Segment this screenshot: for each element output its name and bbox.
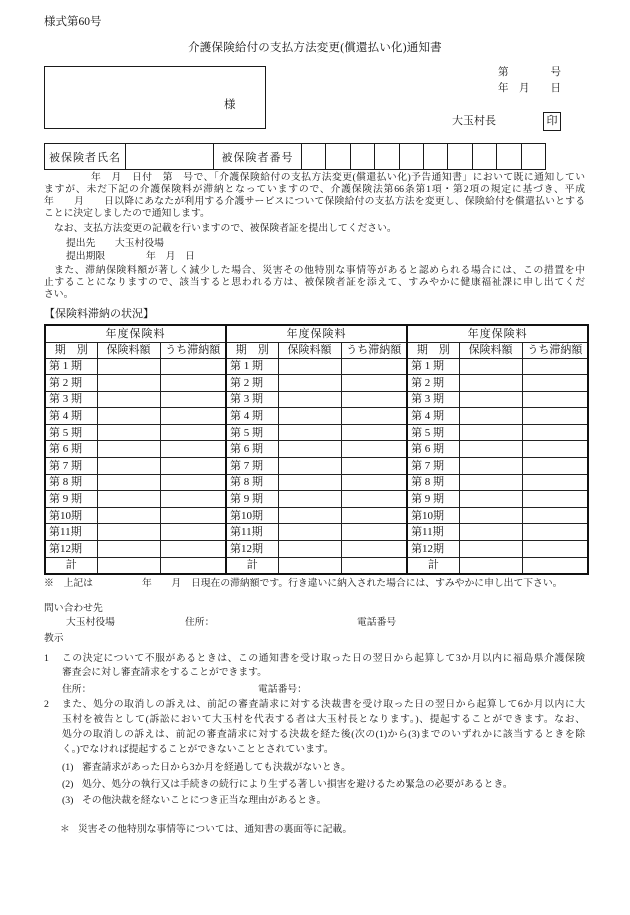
contact-phone-label: 電話番号	[357, 617, 397, 628]
document-title: 介護保険給付の支払方法変更(償還払い化)通知書	[188, 42, 442, 54]
fiscal-year-header-row	[45, 325, 588, 342]
issue-date: 年 月 日	[498, 83, 561, 94]
total-label: 計	[226, 557, 278, 574]
installment-period-label: 第 2 期	[226, 375, 278, 392]
premium-amount-cell	[278, 408, 341, 425]
installment-period-label: 第 9 期	[407, 491, 459, 508]
instruction-heading: 教示	[44, 633, 64, 644]
installment-row	[45, 424, 588, 441]
addressee-honorific: 様	[224, 99, 236, 111]
arrears-amount-cell	[522, 424, 588, 441]
installment-period-label: 第 8 期	[226, 474, 278, 491]
deadline-value: 年 月 日	[146, 251, 195, 262]
insured-number-digit	[447, 144, 471, 169]
arrears-amount-cell	[341, 391, 407, 408]
premium-amount-cell	[278, 524, 341, 541]
installment-row	[45, 375, 588, 392]
arrears-amount-cell	[341, 507, 407, 524]
installment-period-label: 第 1 期	[407, 358, 459, 375]
instruction-item-line: 審査会に対し審査請求をすることができます。	[62, 667, 267, 678]
installment-period-label: 第 4 期	[45, 408, 97, 425]
arrears-total-cell	[160, 557, 226, 574]
premium-amount-cell	[459, 358, 522, 375]
premium-amount-cell	[278, 541, 341, 558]
premium-amount-cell	[278, 391, 341, 408]
arrears-amount-cell	[341, 458, 407, 475]
installment-period-label: 第 6 期	[45, 441, 97, 458]
installment-period-label: 第10期	[407, 507, 459, 524]
suspension-paragraph-line: また、滞納保険料額が著しく減少した場合、災害その他特別な事情等があると認められる場合には、この措置を中	[54, 265, 585, 276]
fiscal-year-header: 年度保険料	[226, 325, 407, 342]
arrears-amount-cell	[160, 474, 226, 491]
premium-amount-cell	[278, 491, 341, 508]
suspension-paragraph-line: 止することになりますので、該当すると思われる方は、被保険者証を添えて、すみやかに健康福祉課に申し出てくだ	[44, 277, 585, 288]
form-number: 様式第60号	[44, 16, 102, 28]
total-label: 計	[45, 557, 97, 574]
period-column-header: 期 別	[407, 342, 459, 358]
premium-amount-cell	[459, 491, 522, 508]
exception-number: (1)	[62, 762, 74, 773]
premium-amount-cell	[459, 441, 522, 458]
exception-text: 処分、処分の執行又は手続きの続行により生ずる著しい損害を避けるため緊急の必要があるとき。	[82, 779, 513, 790]
arrears-amount-cell	[522, 524, 588, 541]
arrears-amount-cell	[160, 507, 226, 524]
installment-row	[45, 358, 588, 375]
notice-paragraph-line: 年 月 日付 第 号で、「介護保険給付の支払方法変更(償還払い化)予告通知書」において既に通知してい	[91, 172, 585, 183]
installment-period-label: 第11期	[45, 524, 97, 541]
notice-paragraph-line: ことに決定しましたので通知します。	[44, 208, 210, 219]
exception-number: (3)	[62, 795, 74, 806]
arrears-amount-cell	[160, 358, 226, 375]
premium-amount-cell	[278, 474, 341, 491]
installment-period-label: 第 7 期	[226, 458, 278, 475]
installment-period-label: 第12期	[407, 541, 459, 558]
arrears-amount-cell	[522, 391, 588, 408]
installment-period-label: 第 5 期	[407, 424, 459, 441]
arrears-amount-cell	[341, 375, 407, 392]
premium-amount-cell	[278, 458, 341, 475]
insured-info-row	[44, 143, 546, 170]
premium-total-cell	[97, 557, 160, 574]
installment-period-label: 第 3 期	[226, 391, 278, 408]
submit-to-value: 大玉村役場	[115, 238, 164, 249]
insured-number-digit	[399, 144, 423, 169]
installment-row	[45, 458, 588, 475]
insured-number-digit	[472, 144, 496, 169]
instruction-item-line: この決定について不服があるときは、この通知書を受け取った日の翌日から起算して3か月以内に福島県介護保険	[62, 653, 585, 664]
installment-period-label: 第 2 期	[45, 375, 97, 392]
premium-amount-cell	[459, 408, 522, 425]
arrears-amount-cell	[522, 474, 588, 491]
installment-row	[45, 491, 588, 508]
arrears-column-header: うち滞納額	[341, 342, 407, 358]
arrears-column-header: うち滞納額	[522, 342, 588, 358]
arrears-amount-cell	[160, 424, 226, 441]
premium-total-cell	[459, 557, 522, 574]
premium-amount-cell	[459, 541, 522, 558]
premium-amount-cell	[97, 358, 160, 375]
premium-amount-cell	[97, 458, 160, 475]
installment-period-label: 第12期	[45, 541, 97, 558]
premium-column-header: 保険料額	[278, 342, 341, 358]
insured-number-digit	[350, 144, 374, 169]
arrears-amount-cell	[160, 524, 226, 541]
premium-amount-cell	[97, 524, 160, 541]
insured-number-digit	[521, 144, 545, 169]
premium-amount-cell	[97, 491, 160, 508]
footnote-mark: ＊	[60, 824, 70, 835]
installment-period-label: 第 8 期	[45, 474, 97, 491]
installment-period-label: 第 1 期	[45, 358, 97, 375]
arrears-amount-cell	[341, 441, 407, 458]
arrears-amount-cell	[160, 491, 226, 508]
exception-text: 審査請求があった日から3か月を経過しても決裁がないとき。	[82, 762, 351, 773]
premium-amount-cell	[459, 375, 522, 392]
premium-amount-cell	[97, 424, 160, 441]
arrears-note: ※ 上記は 年 月 日現在の滞納額です。行き違いに納入された場合には、すみやかに申し出て下さい。	[44, 578, 563, 589]
arrears-amount-cell	[341, 408, 407, 425]
installment-period-label: 第 5 期	[45, 424, 97, 441]
premium-amount-cell	[459, 524, 522, 541]
fiscal-year-header: 年度保険料	[407, 325, 588, 342]
installment-period-label: 第 7 期	[45, 458, 97, 475]
premium-amount-cell	[278, 441, 341, 458]
seal-box: 印	[543, 112, 561, 131]
installment-period-label: 第10期	[226, 507, 278, 524]
installment-period-label: 第 4 期	[226, 408, 278, 425]
installment-period-label: 第11期	[226, 524, 278, 541]
insured-number-digit	[374, 144, 398, 169]
contact-office: 大玉村役場	[66, 617, 115, 628]
arrears-amount-cell	[341, 358, 407, 375]
arrears-amount-cell	[341, 541, 407, 558]
installment-row	[45, 507, 588, 524]
premium-amount-cell	[97, 375, 160, 392]
premium-column-header: 保険料額	[97, 342, 160, 358]
premium-amount-cell	[278, 358, 341, 375]
arrears-amount-cell	[522, 408, 588, 425]
period-column-header: 期 別	[226, 342, 278, 358]
arrears-amount-cell	[522, 507, 588, 524]
premium-amount-cell	[97, 441, 160, 458]
installment-period-label: 第 2 期	[407, 375, 459, 392]
installment-period-label: 第 6 期	[407, 441, 459, 458]
fiscal-year-header: 年度保険料	[45, 325, 226, 342]
premium-amount-cell	[97, 408, 160, 425]
arrears-section-heading: 【保険料滞納の状況】	[44, 308, 154, 320]
insured-name-label: 被保険者氏名	[49, 151, 121, 164]
installment-row	[45, 474, 588, 491]
deadline-label: 提出期限	[66, 251, 106, 262]
insured-name-field	[125, 144, 213, 169]
arrears-total-cell	[341, 557, 407, 574]
submit-to-label: 提出先	[66, 238, 96, 249]
arrears-amount-cell	[160, 541, 226, 558]
arrears-total-cell	[522, 557, 588, 574]
premium-amount-cell	[278, 507, 341, 524]
arrears-table	[44, 324, 589, 575]
arrears-amount-cell	[160, 391, 226, 408]
premium-total-cell	[278, 557, 341, 574]
total-row	[45, 557, 588, 574]
premium-amount-cell	[459, 391, 522, 408]
addressee-box	[44, 66, 266, 129]
installment-row	[45, 391, 588, 408]
suspension-paragraph-line: さい。	[44, 289, 74, 300]
arrears-amount-cell	[522, 491, 588, 508]
installment-period-label: 第 5 期	[226, 424, 278, 441]
insured-number-digit	[496, 144, 520, 169]
installment-row	[45, 541, 588, 558]
installment-row	[45, 524, 588, 541]
installment-period-label: 第 6 期	[226, 441, 278, 458]
instruction-item-line: また、処分の取消しの訴えは、前記の審査請求に対する決裁書を受け取った日の翌日から起算して6か月以内に大	[62, 699, 585, 710]
appeal-phone-label: 電話番号：	[258, 684, 307, 695]
arrears-amount-cell	[341, 474, 407, 491]
premium-amount-cell	[278, 375, 341, 392]
installment-period-label: 第12期	[226, 541, 278, 558]
footnote-text: 災害その他特別な事情等については、通知書の裏面等に記載。	[78, 824, 353, 835]
installment-period-label: 第 8 期	[407, 474, 459, 491]
exception-number: (2)	[62, 779, 74, 790]
instruction-item-line: 処分の取消しの訴えは、前記の審査請求に対する決裁を経た後(次の(1)から(3)までのいずれかに該当するときを除	[62, 729, 585, 740]
installment-period-label: 第 7 期	[407, 458, 459, 475]
arrears-amount-cell	[341, 491, 407, 508]
arrears-amount-cell	[341, 524, 407, 541]
arrears-column-header: うち滞納額	[160, 342, 226, 358]
instruction-item-line: 玉村を被告として(訴訟において大玉村を代表する者は大玉村長となります。)、提起することができます。なお、	[62, 714, 585, 725]
arrears-amount-cell	[522, 541, 588, 558]
premium-amount-cell	[459, 458, 522, 475]
instruction-item-number: 2	[44, 699, 49, 710]
installment-period-label: 第 4 期	[407, 408, 459, 425]
premium-amount-cell	[97, 507, 160, 524]
premium-amount-cell	[278, 424, 341, 441]
installment-row	[45, 441, 588, 458]
premium-amount-cell	[97, 474, 160, 491]
arrears-amount-cell	[160, 408, 226, 425]
insured-number-digit	[325, 144, 349, 169]
installment-period-label: 第 3 期	[407, 391, 459, 408]
exception-text: その他決裁を経ないことにつき正当な理由があるとき。	[82, 795, 327, 806]
instruction-item-number: 1	[44, 653, 49, 664]
installment-period-label: 第 9 期	[45, 491, 97, 508]
issuer-title: 大玉村長	[452, 115, 496, 127]
appeal-address-label: 住所：	[62, 684, 92, 695]
instruction-item-line: く。)でなければ提起することができないこととされています。	[62, 744, 334, 755]
premium-amount-cell	[97, 541, 160, 558]
premium-amount-cell	[459, 424, 522, 441]
column-header-row	[45, 342, 588, 358]
period-column-header: 期 別	[45, 342, 97, 358]
premium-amount-cell	[97, 391, 160, 408]
insured-number-digit	[301, 144, 325, 169]
notice-paragraph-line: 年 月 日以降にあなたが利用する介護サービスについて保険給付の支払方法を変更し、保険給付を償還払いとする	[44, 196, 585, 207]
arrears-amount-cell	[160, 441, 226, 458]
premium-amount-cell	[459, 474, 522, 491]
insured-number-label: 被保険者番号	[213, 144, 301, 169]
arrears-amount-cell	[522, 458, 588, 475]
installment-period-label: 第 1 期	[226, 358, 278, 375]
arrears-amount-cell	[522, 375, 588, 392]
installment-period-label: 第 9 期	[226, 491, 278, 508]
premium-column-header: 保険料額	[459, 342, 522, 358]
installment-period-label: 第11期	[407, 524, 459, 541]
arrears-amount-cell	[522, 358, 588, 375]
notice-paragraph-line: ますが、未だ下記の介護保険料が滞納となっていますので、介護保険法第66条第1項・第2項の規定に基づき、平成	[44, 184, 585, 195]
arrears-amount-cell	[522, 441, 588, 458]
installment-row	[45, 408, 588, 425]
installment-period-label: 第 3 期	[45, 391, 97, 408]
arrears-amount-cell	[160, 375, 226, 392]
submission-request-text: なお、支払方法変更の記載を行いますので、被保険者証を提出してください。	[54, 223, 397, 234]
premium-amount-cell	[459, 507, 522, 524]
total-label: 計	[407, 557, 459, 574]
arrears-amount-cell	[160, 458, 226, 475]
contact-heading: 問い合わせ先	[44, 603, 103, 614]
installment-period-label: 第10期	[45, 507, 97, 524]
contact-address-label: 住所：	[185, 617, 215, 628]
issue-number: 第 号	[498, 67, 561, 78]
arrears-amount-cell	[341, 424, 407, 441]
insured-number-digit	[423, 144, 447, 169]
